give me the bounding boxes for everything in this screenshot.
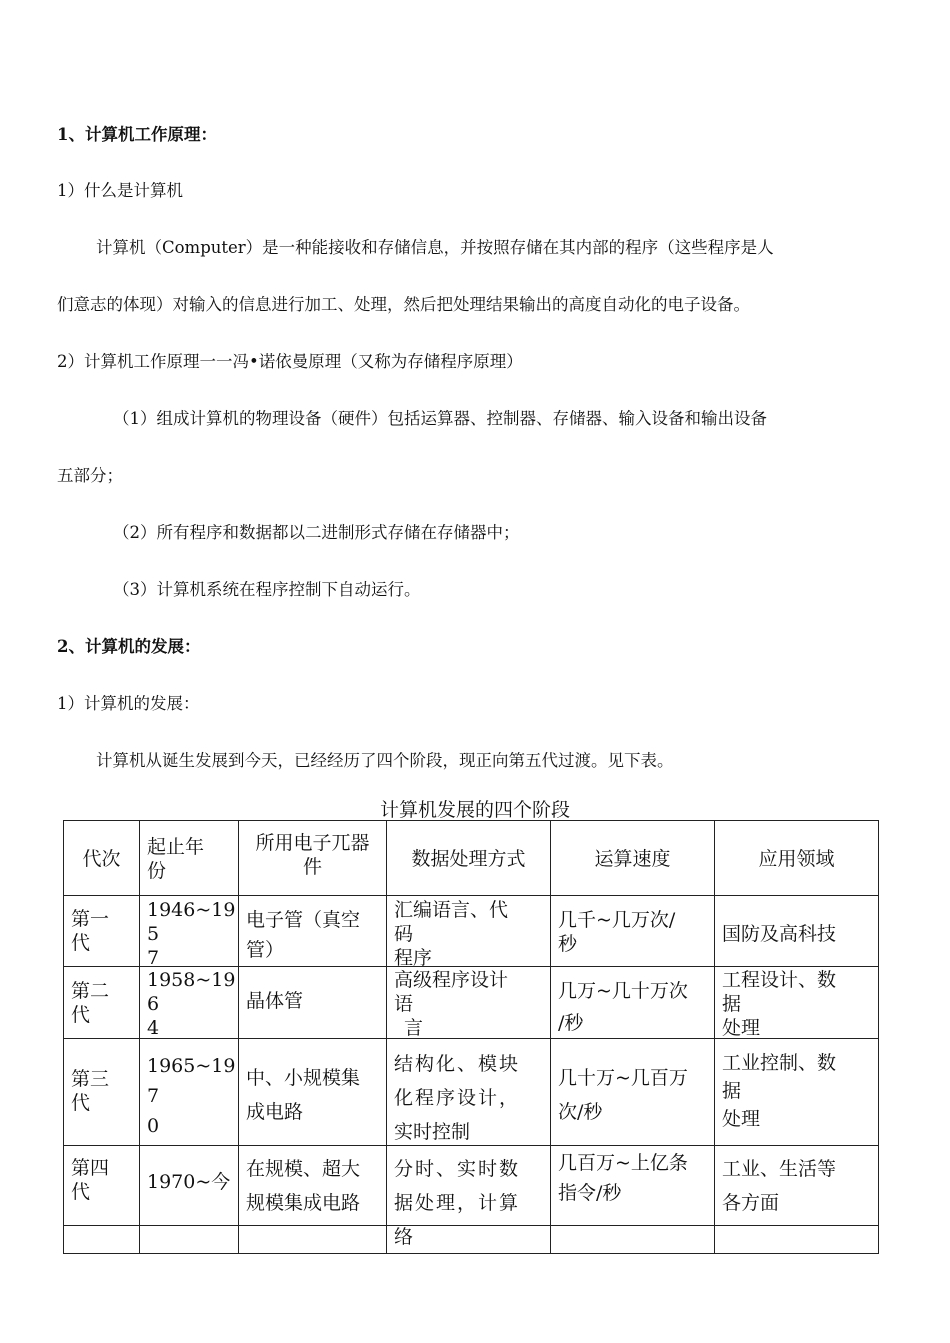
subheading-principle: 2）计算机工作原理一一冯•诺依曼原理（又称为存储程序原理） <box>57 352 523 371</box>
cell-speed: 几十万~几百万 次/秒 <box>551 1039 715 1146</box>
cell-generation: 第二 代 <box>64 967 140 1039</box>
principle-item-1-line2: 五部分； <box>57 466 123 485</box>
cell-application: 工业、生活等 各方面 <box>715 1146 879 1226</box>
cell-speed: 几万~几十万次 /秒 <box>551 967 715 1039</box>
section-heading-2: 2、计算机的发展： <box>57 637 201 656</box>
cell-generation: 第一 代 <box>64 896 140 967</box>
cell-generation: 第三 代 <box>64 1039 140 1146</box>
section-heading-1: 1、计算机工作原理： <box>57 125 217 144</box>
cell-application: 国防及高科技 <box>715 896 879 967</box>
principle-item-3: （3）计算机系统在程序控制下自动运行。 <box>113 580 421 599</box>
cell-components: 电子管（真空 管） <box>239 896 387 967</box>
cell-years: 1946~19 5 7 <box>140 896 239 967</box>
paragraph-definition-line1: 计算机（Computer）是一种能接收和存储信息，并按照存储在其内部的程序（这些程序是人 <box>96 238 774 257</box>
table-row <box>64 1146 879 1226</box>
table-row <box>64 896 879 967</box>
table-caption: 计算机发展的四个阶段 <box>379 799 570 821</box>
table-row-empty <box>64 1226 879 1254</box>
cell-components: 在规模、超大 规模集成电路 <box>239 1146 387 1226</box>
subheading-development: 1）计算机的发展： <box>57 694 200 713</box>
header-cell-years: 起止年 份 <box>140 821 239 896</box>
generations-table <box>63 820 879 1254</box>
principle-item-2: （2）所有程序和数据都以二进制形式存储在存储器中； <box>113 523 520 542</box>
header-cell-processing: 数据处理方式 <box>387 821 551 896</box>
cell-speed: 几百万~上亿条 指令/秒 <box>551 1146 715 1226</box>
table-row <box>64 1039 879 1146</box>
cell-generation: 第四 代 <box>64 1146 140 1226</box>
table-row <box>64 967 879 1039</box>
header-cell-application: 应用领域 <box>715 821 879 896</box>
cell-processing: 结构化、模块 化程序设计， 实时控制 <box>387 1039 551 1146</box>
cell-components: 中、小规模集 成电路 <box>239 1039 387 1146</box>
cell-processing: 汇编语言、代 码 程序 <box>387 896 551 967</box>
paragraph-development: 计算机从诞生发展到今天，已经经历了四个阶段，现正向第五代过渡。见下表。 <box>96 751 674 770</box>
cell-components: 晶体管 <box>239 967 387 1039</box>
cell-processing: 分时、实时数 据处理，计算 络 <box>387 1146 551 1226</box>
cell-speed: 几千~几万次/ 秒 <box>551 896 715 967</box>
header-cell-speed: 运算速度 <box>551 821 715 896</box>
paragraph-definition-line2: 们意志的体现）对输入的信息进行加工、处理，然后把处理结果输出的高度自动化的电子设备。 <box>57 295 750 314</box>
subheading-what-is-computer: 1）什么是计算机 <box>57 181 183 200</box>
cell-processing: 高级程序设计 语 言 <box>387 967 551 1039</box>
cell-application: 工程设计、数 据 处理 <box>715 967 879 1039</box>
principle-item-1-line1: （1）组成计算机的物理设备（硬件）包括运算器、控制器、存储器、输入设备和输出设备 <box>113 409 767 428</box>
table-header-row <box>64 821 879 896</box>
cell-years: 1970~今 <box>140 1146 239 1226</box>
cell-years: 1965~19 7 0 <box>140 1039 239 1146</box>
cell-years: 1958~19 6 4 <box>140 967 239 1039</box>
header-cell-components: 所用电子兀器 件 <box>239 821 387 896</box>
cell-application: 工业控制、数 据 处理 <box>715 1039 879 1146</box>
header-cell-generation: 代次 <box>64 821 140 896</box>
